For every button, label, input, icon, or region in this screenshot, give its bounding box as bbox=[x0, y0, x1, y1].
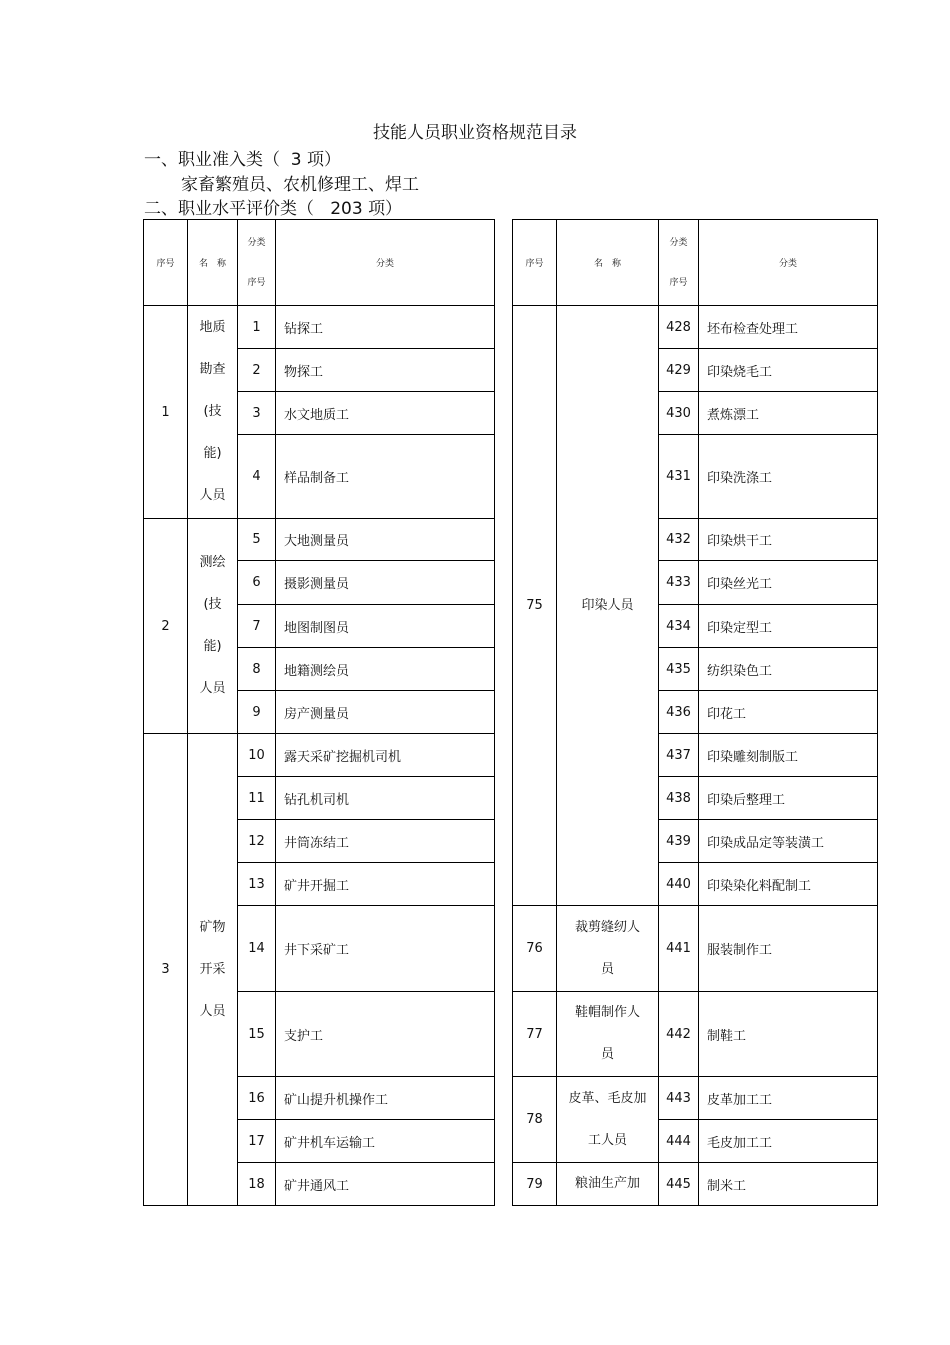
header-name: 名 称 bbox=[188, 220, 238, 306]
category-name: 印花工 bbox=[699, 691, 878, 734]
group-name-line: 测绘 bbox=[199, 555, 226, 570]
category-name: 矿井开掘工 bbox=[276, 863, 495, 906]
subcategory-seq: 442 bbox=[659, 992, 699, 1077]
category-name: 物探工 bbox=[276, 349, 495, 392]
category-name: 服装制作工 bbox=[699, 906, 878, 992]
category-name: 矿山提升机操作工 bbox=[276, 1077, 495, 1120]
subcategory-seq: 18 bbox=[238, 1163, 276, 1206]
category-name: 印染定型工 bbox=[699, 605, 878, 648]
group-name-line: 能) bbox=[203, 639, 222, 654]
category-name: 坯布检查处理工 bbox=[699, 306, 878, 349]
subcategory-seq: 433 bbox=[659, 561, 699, 605]
header-subseq-bottom: 序号 bbox=[669, 277, 688, 288]
subcategory-seq: 10 bbox=[238, 734, 276, 777]
group-name-line: (技 bbox=[203, 597, 222, 612]
group-seq: 1 bbox=[144, 306, 188, 519]
table-row bbox=[144, 519, 495, 561]
group-seq: 79 bbox=[513, 1163, 557, 1206]
category-name: 印染烘干工 bbox=[699, 519, 878, 561]
category-name: 皮革加工工 bbox=[699, 1077, 878, 1120]
category-name: 钻孔机司机 bbox=[276, 777, 495, 820]
header-seq: 序号 bbox=[144, 220, 188, 306]
category-name: 毛皮加工工 bbox=[699, 1120, 878, 1163]
subcategory-seq: 431 bbox=[659, 435, 699, 519]
category-name: 井筒冻结工 bbox=[276, 820, 495, 863]
group-name-line: 能) bbox=[203, 446, 222, 461]
table-row bbox=[513, 906, 878, 992]
subcategory-seq: 4 bbox=[238, 435, 276, 519]
subcategory-seq: 12 bbox=[238, 820, 276, 863]
category-name: 印染成品定等装潢工 bbox=[699, 820, 878, 863]
category-name: 露天采矿挖掘机司机 bbox=[276, 734, 495, 777]
header-category: 分类 bbox=[276, 220, 495, 306]
category-name: 钻探工 bbox=[276, 306, 495, 349]
group-name-line: 裁剪缝纫人 bbox=[574, 919, 640, 935]
category-name: 水文地质工 bbox=[276, 392, 495, 435]
category-name: 摄影测量员 bbox=[276, 561, 495, 605]
category-name: 印染后整理工 bbox=[699, 777, 878, 820]
category-name: 支护工 bbox=[276, 992, 495, 1077]
table-row bbox=[144, 734, 495, 777]
subcategory-seq: 3 bbox=[238, 392, 276, 435]
header-seq: 序号 bbox=[513, 220, 557, 306]
group-name bbox=[557, 1163, 659, 1206]
table-header-row bbox=[144, 220, 495, 306]
subcategory-seq: 434 bbox=[659, 605, 699, 648]
category-name: 矿井通风工 bbox=[276, 1163, 495, 1206]
section-1-items: 家畜繁殖员、农机修理工、焊工 bbox=[181, 175, 419, 195]
subcategory-seq: 9 bbox=[238, 691, 276, 734]
group-name-line: 勘查 bbox=[199, 362, 226, 377]
header-subseq-bottom: 序号 bbox=[247, 277, 266, 288]
group-name-line: 员 bbox=[600, 961, 614, 977]
group-name bbox=[557, 1077, 659, 1163]
group-name-line: 地质 bbox=[199, 320, 226, 335]
subcategory-seq: 15 bbox=[238, 992, 276, 1077]
group-seq: 77 bbox=[513, 992, 557, 1077]
category-name: 印染洗涤工 bbox=[699, 435, 878, 519]
header-subseq bbox=[659, 220, 699, 306]
subcategory-seq: 443 bbox=[659, 1077, 699, 1120]
group-seq: 78 bbox=[513, 1077, 557, 1163]
group-name-line: 开采 bbox=[199, 961, 226, 977]
subcategory-seq: 444 bbox=[659, 1120, 699, 1163]
group-name-line: 人员 bbox=[199, 488, 226, 503]
group-name bbox=[557, 306, 659, 906]
subcategory-seq: 8 bbox=[238, 648, 276, 691]
section-1-heading: 一、职业准入类（ 3 项） bbox=[144, 150, 342, 170]
left-occupation-table bbox=[143, 219, 495, 1206]
header-name: 名 称 bbox=[557, 220, 659, 306]
category-name: 井下采矿工 bbox=[276, 906, 495, 992]
group-name-line: 人员 bbox=[199, 1003, 226, 1019]
category-name: 印染丝光工 bbox=[699, 561, 878, 605]
subcategory-seq: 7 bbox=[238, 605, 276, 648]
category-name: 煮炼漂工 bbox=[699, 392, 878, 435]
group-name-line: 矿物 bbox=[199, 919, 226, 935]
group-name bbox=[557, 992, 659, 1077]
category-name: 矿井机车运输工 bbox=[276, 1120, 495, 1163]
category-name: 房产测量员 bbox=[276, 691, 495, 734]
group-name bbox=[188, 306, 238, 519]
document-title: 技能人员职业资格规范目录 bbox=[373, 123, 577, 143]
group-name-line: 鞋帽制作人 bbox=[574, 1005, 640, 1020]
group-name bbox=[188, 734, 238, 1206]
header-subseq bbox=[238, 220, 276, 306]
group-name bbox=[188, 519, 238, 734]
category-name: 印染染化料配制工 bbox=[699, 863, 878, 906]
subcategory-seq: 432 bbox=[659, 519, 699, 561]
group-name-line: 印染人员 bbox=[581, 597, 634, 613]
category-name: 纺织染色工 bbox=[699, 648, 878, 691]
subcategory-seq: 429 bbox=[659, 349, 699, 392]
header-subseq-top: 分类 bbox=[669, 237, 688, 248]
subcategory-seq: 13 bbox=[238, 863, 276, 906]
table-row bbox=[513, 992, 878, 1077]
header-subseq-top: 分类 bbox=[247, 237, 266, 248]
subcategory-seq: 437 bbox=[659, 734, 699, 777]
subcategory-seq: 11 bbox=[238, 777, 276, 820]
group-name-line: 员 bbox=[600, 1047, 614, 1062]
category-name: 印染烧毛工 bbox=[699, 349, 878, 392]
subcategory-seq: 1 bbox=[238, 306, 276, 349]
subcategory-seq: 428 bbox=[659, 306, 699, 349]
subcategory-seq: 6 bbox=[238, 561, 276, 605]
header-category: 分类 bbox=[699, 220, 878, 306]
category-name: 制米工 bbox=[699, 1163, 878, 1206]
subcategory-seq: 436 bbox=[659, 691, 699, 734]
subcategory-seq: 5 bbox=[238, 519, 276, 561]
subcategory-seq: 435 bbox=[659, 648, 699, 691]
group-seq: 76 bbox=[513, 906, 557, 992]
table-row bbox=[513, 1077, 878, 1120]
group-name-line: (技 bbox=[203, 404, 222, 419]
group-seq: 3 bbox=[144, 734, 188, 1206]
subcategory-seq: 17 bbox=[238, 1120, 276, 1163]
subcategory-seq: 430 bbox=[659, 392, 699, 435]
category-name: 地图制图员 bbox=[276, 605, 495, 648]
group-name-line: 皮革、毛皮加 bbox=[568, 1090, 647, 1106]
right-occupation-table bbox=[512, 219, 878, 1206]
group-seq: 2 bbox=[144, 519, 188, 734]
category-name: 印染雕刻制版工 bbox=[699, 734, 878, 777]
subcategory-seq: 439 bbox=[659, 820, 699, 863]
table-row bbox=[144, 306, 495, 349]
category-name: 地籍测绘员 bbox=[276, 648, 495, 691]
table-row bbox=[513, 306, 878, 349]
category-name: 大地测量员 bbox=[276, 519, 495, 561]
table-header-row bbox=[513, 220, 878, 306]
subcategory-seq: 438 bbox=[659, 777, 699, 820]
subcategory-seq: 14 bbox=[238, 906, 276, 992]
category-name: 制鞋工 bbox=[699, 992, 878, 1077]
subcategory-seq: 16 bbox=[238, 1077, 276, 1120]
subcategory-seq: 2 bbox=[238, 349, 276, 392]
subcategory-seq: 445 bbox=[659, 1163, 699, 1206]
group-name bbox=[557, 906, 659, 992]
group-name-line: 工人员 bbox=[587, 1132, 627, 1148]
group-name-line: 粮油生产加 bbox=[574, 1176, 640, 1191]
subcategory-seq: 440 bbox=[659, 863, 699, 906]
category-name: 样品制备工 bbox=[276, 435, 495, 519]
subcategory-seq: 441 bbox=[659, 906, 699, 992]
group-seq: 75 bbox=[513, 306, 557, 906]
group-name-line: 人员 bbox=[199, 681, 226, 696]
table-row bbox=[513, 1163, 878, 1206]
section-2-heading: 二、职业水平评价类（ 203 项） bbox=[144, 199, 403, 219]
